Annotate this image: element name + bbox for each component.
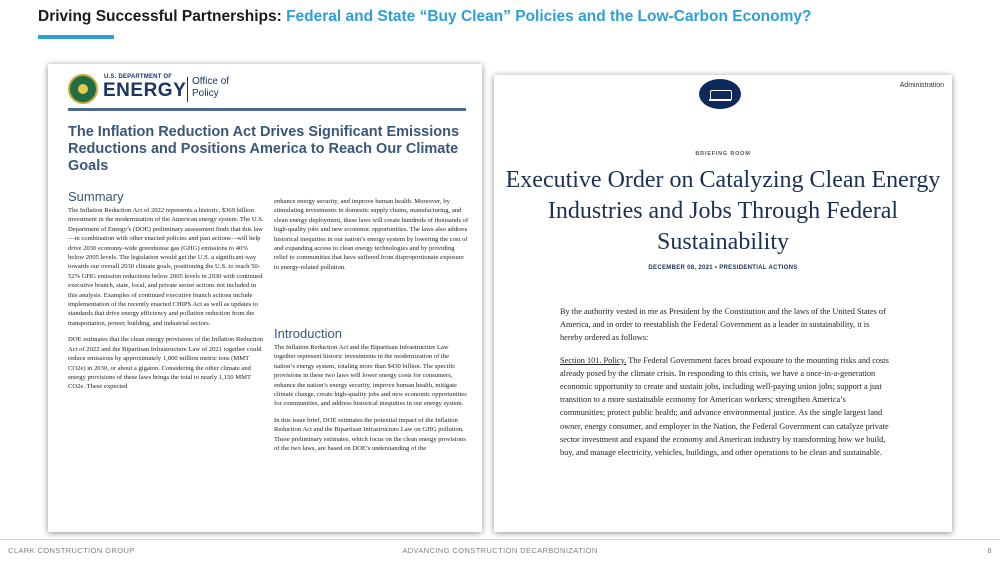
footer-topic: ADVANCING CONSTRUCTION DECARBONIZATION [402,546,598,555]
page-number: 8 [987,546,992,555]
doe-intro-paragraph-2: In this issue brief, DOE estimates the potential impact of the Inflation Reduction Act and the Bipartisan Infrastructure Law on GHG pollution. These preliminary estimates, which focus on the clean energy provisions of the two laws, are based on DOE’s understanding of the [274,416,466,453]
wh-section-text: The Federal Government faces broad exposure to the mounting risks and costs already posed by the climate crisis. In responding to this crisis, we have a once-in-a-generation economic opportunity to create and sustain jobs, including well-paying union jobs; support a just transition to a more sustainable economy for American workers; strengthen America’s communities; protect public health; and advance environmental justice. As the single largest land owner, energy consumer, and employer in the Nation, the Federal Government can catalyze private sector investment and expand the economy and American industry by transforming how we build, buy, and manage electricity, vehicles, buildings, and other operations to be clean and sustainable. [560,355,889,458]
title-accent-rule [38,35,114,39]
slide-title [38,8,811,26]
doe-header-rule [68,108,466,111]
wh-headline: Executive Order on Catalyzing Clean Energy Industries and Jobs Through Federal Sustainability [505,167,941,255]
doe-intro-paragraph-1: The Inflation Reduction Act and the Bipartisan Infrastructure Law together represent historic investments in the modernization of the nation’s energy system, totaling more than $430 billion. The specific provisions in these two laws will lower energy costs for consumers, enhance the nation’s energy security, improve human health, mitigate climate change, create high-quality jobs and new economic opportunities for communities, and address historical inequities in our energy system. [274,344,467,408]
doe-headline: The Inflation Reduction Act Drives Significant Emissions Reductions and Positions America to Reach Our Climate Goals [68,124,460,174]
footer-rule [0,539,1000,540]
doe-summary-column [68,206,264,399]
doe-column2-paragraph: enhance energy security, and improve human health. Moreover, by stimulating investments in domestic supply chains, manufacturing, and clean energy deployment, these laws will create hundreds of thousands of high-quality jobs and new economic opportunities. The laws also address historical inequities in our nation’s energy system by lowering the cost of and expanding access to clean energy technologies and by providing relief to communities that have suffered from disproportionate exposure to energy-related pollution. [274,198,469,271]
doe-logo-divider [187,77,188,102]
doe-issue-brief-image [48,64,482,532]
wh-nav-label: Administration [899,82,944,89]
footer-company: CLARK CONSTRUCTION GROUP [8,546,135,555]
doe-right-column-top [274,197,470,279]
wh-date-line: DECEMBER 08, 2021 • PRESIDENTIAL ACTIONS [648,265,798,271]
slide-title-topic: Federal and State “Buy Clean” Policies and the Low-Carbon Economy? [286,8,812,25]
wh-paragraph-1: By the authority vested in me as President by the Constitution and the laws of the United States of America, and in order to reestablish the Federal Government as a leader in sustainability, it is hereby ordered as follows: [560,307,886,343]
executive-order-image [494,75,952,532]
wh-briefing-label: BRIEFING ROOM [695,151,751,157]
slide-title-lead: Driving Successful Partnerships: [38,8,282,25]
wh-section-label: Section 101. Policy. [560,355,627,365]
doe-summary-paragraph-1: The Inflation Reduction Act of 2022 represents a historic, $369 billion investment in the modernization of the American energy system. The U.S. Department of Energy’s (DOE) preliminary assessment finds that this law—in combination with other enacted policies and past actions—will help drive 2030 economy-wide greenhouse gas (GHG) emissions to 40% below 2005 levels. The legislation would get the U.S. a significant way towards our overall 2030 climate goals, positioning the U.S. to reach 50-52% GHG emission reductions below 2005 levels in 2030 with continued executive branch, state, local, and private sector actions not included in this analysis. Examples of continued executive branch actions include implementation of the recently enacted CHIPS Act as well as updates to standards that drive energy efficiency and pollution reduction from the transportation, power, building, and industrial sectors. [68,207,264,327]
doe-energy-wordmark: ENERGY [103,80,187,101]
doe-introduction-heading: Introduction [274,326,342,341]
doe-seal-icon [68,74,98,104]
doe-right-column-bottom [274,343,470,460]
wh-body-text [560,305,890,468]
doe-office-label: Office of Policy [192,76,230,99]
white-house-seal-icon [699,79,741,109]
doe-dept-label: U.S. DEPARTMENT OF [104,74,173,80]
doe-summary-heading: Summary [68,189,124,204]
doe-summary-paragraph-2: DOE estimates that the clean energy provisions of the Inflation Reduction Act of 2022 and the Bipartisan Infrastructure Law of 2021 together could reduce emissions by approximately 1,000 million metric tons (MMT CO2e) in 2030, or about a gigaton. Considering the other climate and energy provisions of these laws brings the total to nearly 1,150 MMT CO2e. These expected [68,336,264,391]
wh-paragraph-2 [560,354,890,460]
